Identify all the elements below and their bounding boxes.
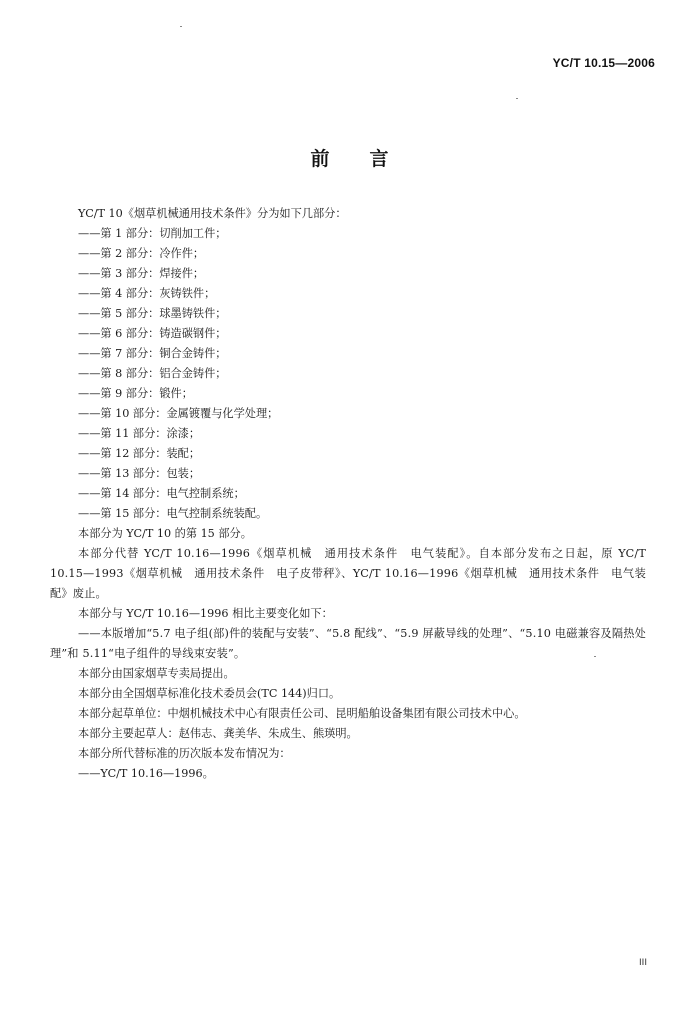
list-item: ——第 4 部分：灰铸铁件； (78, 287, 216, 300)
list-item: ——第 3 部分：焊接件； (78, 267, 205, 280)
list-item: ——第 15 部分：电气控制系统装配。 (78, 507, 268, 520)
history-item: ——YC/T 10.16—1996。 (78, 767, 214, 780)
list-item: ——第 1 部分：切削加工件； (78, 227, 227, 240)
list-item: ——第 9 部分：锻件； (78, 387, 193, 400)
page-title: 前言 (310, 148, 429, 170)
list-item: ——第 13 部分：包装； (78, 467, 201, 480)
replacement-paragraph: 本部分代替 YC/T 10.16—1996《烟草机械 通用技术条件 电气装配》。自本部分发布之日起，原 YC/T 10.15—1993《烟草机械 通用技术条件 电子皮带秤》、YC/T 10.16—1996《烟草机械 通用技术条件 电气装配》废止。 (50, 547, 646, 600)
list-item: ——第 10 部分：金属镀覆与化学处理； (78, 407, 279, 420)
parts-list (50, 224, 646, 524)
changes-intro: 本部分与 YC/T 10.16—1996 相比主要变化如下： (78, 607, 333, 620)
list-item: ——第 5 部分：球墨铸铁件； (78, 307, 227, 320)
list-item: ——第 6 部分：铸造碳钢件； (78, 327, 227, 340)
proposed-by: 本部分由国家烟草专卖局提出。 (78, 667, 235, 680)
part-statement: 本部分为 YC/T 10 的第 15 部分。 (78, 527, 252, 540)
centralized-by: 本部分由全国烟草标准化技术委员会(TC 144)归口。 (78, 687, 341, 700)
list-item: ——第 14 部分：电气控制系统； (78, 487, 245, 500)
history-intro: 本部分所代替标准的历次版本发布情况为： (78, 747, 291, 760)
drafters: 本部分主要起草人：赵伟志、龚美华、朱成生、熊瑛明。 (78, 727, 358, 740)
list-item: ——第 12 部分：装配； (78, 447, 201, 460)
list-item: ——第 2 部分：冷作件； (78, 247, 205, 260)
page-number: III (639, 958, 647, 968)
foreword-body (50, 204, 646, 784)
list-item: ——第 7 部分：铜合金铸件； (78, 347, 227, 360)
changes-paragraph: ——本版增加“5.7 电子组(部)件的装配与安装”、“5.8 配线”、“5.9 屏蔽导线的处理”、“5.10 电磁兼容及隔热处理”和 5.11“电子组件的导线束安装”。 (50, 627, 646, 660)
scan-speck (516, 98, 518, 99)
list-item: ——第 8 部分：铝合金铸件； (78, 367, 227, 380)
scan-speck (180, 26, 182, 27)
drafting-units: 本部分起草单位：中烟机械技术中心有限责任公司、昆明船舶设备集团有限公司技术中心。 (78, 707, 526, 720)
intro-text: YC/T 10《烟草机械通用技术条件》分为如下几部分： (78, 207, 347, 220)
list-item: ——第 11 部分：涂漆； (78, 427, 201, 440)
standard-number: YC/T 10.15—2006 (552, 56, 655, 70)
